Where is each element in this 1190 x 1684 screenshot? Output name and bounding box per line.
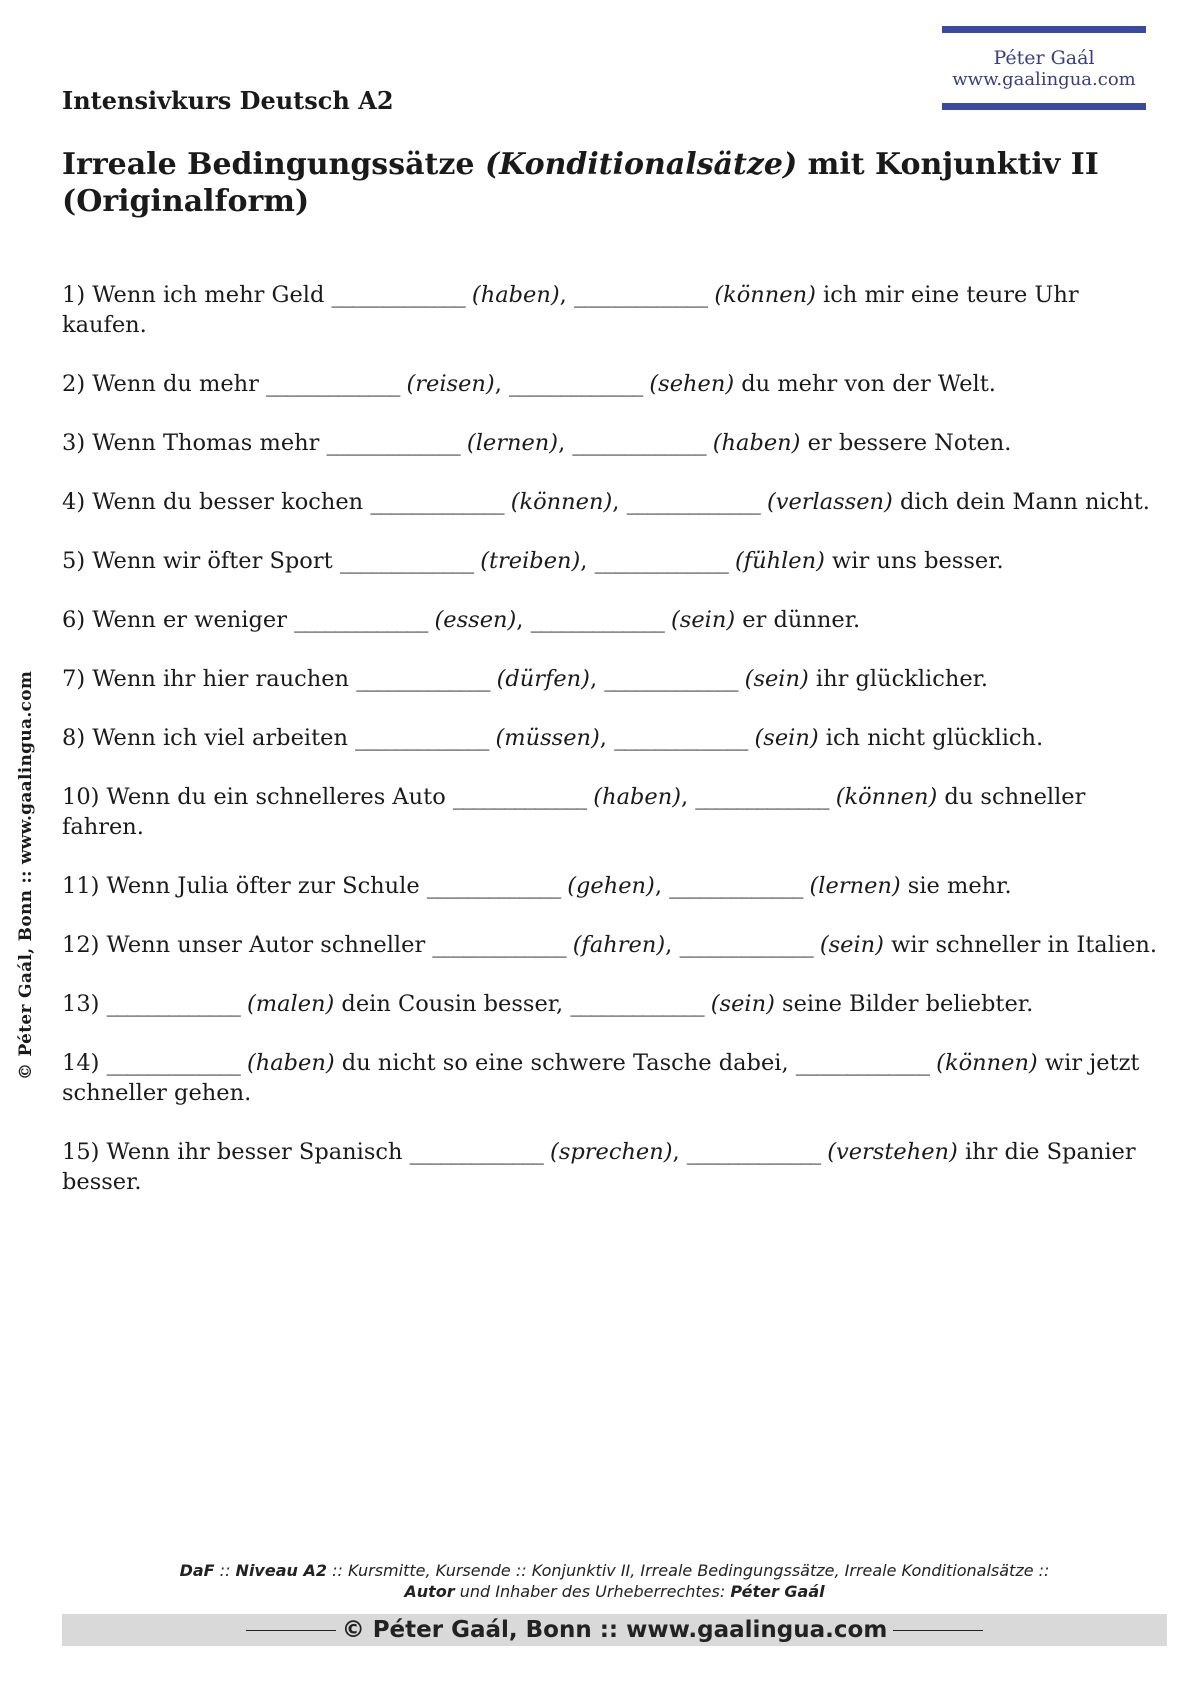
exercise-item: [62, 1137, 1162, 1197]
exercise-text: er bessere Noten.: [800, 430, 1012, 456]
exercise-text: wir uns besser.: [824, 548, 1004, 574]
exercise-text: ,: [599, 725, 615, 751]
exercise-text: dich dein Mann nicht.: [892, 489, 1150, 515]
exercise-text: dein Cousin besser,: [334, 991, 571, 1017]
exercise-text: 1) Wenn ich mehr Geld: [62, 282, 332, 308]
exercise-item: [62, 428, 1162, 458]
exercise-text: 11) Wenn Julia öfter zur Schule: [62, 873, 427, 899]
verb-hint: (können): [503, 489, 613, 515]
verb-hint: (sein): [812, 932, 884, 958]
footer-level: Niveau A2: [235, 1561, 327, 1580]
answer-blank[interactable]: _____________: [266, 371, 400, 397]
verb-hint: (sehen): [642, 371, 735, 397]
exercise-text: ihr glücklicher.: [808, 666, 989, 692]
footer-author: Péter Gaál: [730, 1582, 825, 1601]
answer-blank[interactable]: _____________: [570, 991, 704, 1017]
exercise-text: seine Bilder beliebter.: [774, 991, 1034, 1017]
exercise-item: [62, 782, 1162, 842]
answer-blank[interactable]: _____________: [294, 607, 428, 633]
bottom-copyright-bar: [62, 1614, 1167, 1646]
verb-hint: (haben): [464, 282, 560, 308]
answer-blank[interactable]: _____________: [326, 430, 460, 456]
exercise-item: [62, 280, 1162, 340]
exercise-text: 12) Wenn unser Autor schneller: [62, 932, 433, 958]
answer-blank[interactable]: _____________: [573, 282, 708, 308]
exercise-text: 8) Wenn ich viel arbeiten: [62, 725, 356, 751]
verb-hint: (fühlen): [727, 548, 825, 574]
answer-blank[interactable]: _____________: [795, 1050, 930, 1076]
exercise-text: ,: [558, 430, 573, 456]
answer-blank[interactable]: _____________: [594, 548, 728, 574]
exercise-text: 5) Wenn wir öfter Sport: [62, 548, 340, 574]
exercise-text: wir jetzt schneller gehen.: [62, 1050, 1140, 1106]
exercise-text: ,: [580, 548, 595, 574]
verb-hint: (sein): [747, 725, 819, 751]
exercise-list: [62, 280, 1162, 1226]
exercise-item: [62, 664, 1162, 694]
verb-hint: (verstehen): [820, 1139, 958, 1165]
verb-hint: (treiben): [473, 548, 581, 574]
exercise-text: du schneller fahren.: [62, 784, 1086, 840]
exercise-text: ich nicht glücklich.: [818, 725, 1044, 751]
logo-bottom-bar: [942, 103, 1146, 110]
exercise-text: 6) Wenn er weniger: [62, 607, 295, 633]
exercise-text: ,: [612, 489, 627, 515]
answer-blank[interactable]: _____________: [695, 784, 829, 810]
answer-blank[interactable]: _____________: [106, 991, 240, 1017]
exercise-item: [62, 930, 1162, 960]
exercise-text: 7) Wenn ihr hier rauchen: [62, 666, 357, 692]
exercise-text: 2) Wenn du mehr: [62, 371, 267, 397]
answer-blank[interactable]: _____________: [530, 607, 664, 633]
verb-hint: (essen): [427, 607, 517, 633]
exercise-text: ich mir eine teure Uhr kaufen.: [62, 282, 1079, 338]
verb-hint: (können): [929, 1050, 1038, 1076]
verb-hint: (sein): [703, 991, 775, 1017]
answer-blank[interactable]: _____________: [669, 873, 803, 899]
logo-url: www.gaalingua.com: [952, 69, 1136, 90]
exercise-text: 13): [62, 991, 107, 1017]
footer-topics: :: Kursmitte, Kursende :: Konjunktiv II, Irreale Bedingungssätze, Irreale Konditionalsätze ::: [326, 1561, 1050, 1580]
verb-hint: (sein): [737, 666, 809, 692]
exercise-item: [62, 369, 1162, 399]
exercise-text: ,: [665, 932, 680, 958]
exercise-text: er dünner.: [735, 607, 861, 633]
answer-blank[interactable]: _____________: [409, 1139, 543, 1165]
exercise-text: 14): [62, 1050, 107, 1076]
verb-hint: (malen): [239, 991, 335, 1017]
verb-hint: (fahren): [565, 932, 666, 958]
answer-blank[interactable]: _____________: [426, 873, 561, 899]
exercise-text: 4) Wenn du besser kochen: [62, 489, 371, 515]
verb-hint: (lernen): [802, 873, 901, 899]
answer-blank[interactable]: _____________: [614, 725, 748, 751]
bar-rule-left: [246, 1630, 336, 1631]
verb-hint: (sprechen): [542, 1139, 673, 1165]
exercise-item: [62, 605, 1162, 635]
exercise-text: ,: [516, 607, 531, 633]
footer-line-1: [62, 1560, 1167, 1581]
exercise-item: [62, 1048, 1162, 1108]
exercise-text: ,: [654, 873, 670, 899]
exercise-text: ,: [680, 784, 696, 810]
answer-blank[interactable]: _____________: [432, 932, 566, 958]
verb-hint: (müssen): [488, 725, 600, 751]
logo-top-bar: [942, 26, 1146, 33]
exercise-text: ,: [589, 666, 605, 692]
exercise-text: 10) Wenn du ein schnelleres Auto: [62, 784, 453, 810]
title-italic: (Konditionalsätze): [484, 147, 798, 182]
exercise-text: 3) Wenn Thomas mehr: [62, 430, 327, 456]
answer-blank[interactable]: _____________: [452, 784, 587, 810]
footer-sep: ::: [214, 1561, 236, 1580]
title-part1: Irreale Bedingungssätze: [62, 147, 485, 182]
page-title: [62, 146, 1142, 220]
answer-blank[interactable]: _____________: [604, 666, 738, 692]
footer-author-label: Autor: [404, 1582, 455, 1601]
answer-blank[interactable]: _____________: [572, 430, 706, 456]
answer-blank[interactable]: _____________: [356, 666, 490, 692]
verb-hint: (verlassen): [759, 489, 893, 515]
logo-name: Péter Gaál: [993, 47, 1095, 69]
answer-blank[interactable]: _____________: [339, 548, 474, 574]
exercise-item: [62, 723, 1162, 753]
verb-hint: (lernen): [459, 430, 559, 456]
footer-info: [62, 1560, 1167, 1602]
answer-blank[interactable]: _____________: [331, 282, 465, 308]
exercise-text: du nicht so eine schwere Tasche dabei,: [334, 1050, 796, 1076]
exercise-item: [62, 989, 1162, 1019]
answer-blank[interactable]: _____________: [626, 489, 760, 515]
answer-blank[interactable]: _____________: [370, 489, 504, 515]
exercise-item: [62, 487, 1162, 517]
exercise-item: [62, 546, 1162, 576]
bottom-copyright-text: © Péter Gaál, Bonn :: www.gaalingua.com: [341, 1617, 888, 1643]
verb-hint: (gehen): [560, 873, 655, 899]
exercise-text: du mehr von der Welt.: [734, 371, 996, 397]
exercise-text: sie mehr.: [900, 873, 1012, 899]
verb-hint: (können): [707, 282, 816, 308]
exercise-text: ,: [672, 1139, 687, 1165]
course-title: Intensivkurs Deutsch A2: [62, 86, 394, 115]
side-copyright: © Péter Gaál, Bonn :: www.gaalingua.com: [16, 670, 36, 1080]
verb-hint: (können): [828, 784, 938, 810]
verb-hint: (dürfen): [489, 666, 590, 692]
answer-blank[interactable]: _____________: [509, 371, 643, 397]
verb-hint: (reisen): [399, 371, 495, 397]
verb-hint: (sein): [663, 607, 736, 633]
answer-blank[interactable]: _____________: [686, 1139, 821, 1165]
answer-blank[interactable]: _____________: [679, 932, 813, 958]
exercise-text: ,: [559, 282, 574, 308]
bar-rule-right: [893, 1630, 983, 1631]
footer-line-2: [62, 1581, 1167, 1602]
answer-blank[interactable]: _____________: [355, 725, 489, 751]
exercise-text: 15) Wenn ihr besser Spanisch: [62, 1139, 410, 1165]
exercise-text: ihr die Spanier besser.: [62, 1139, 1136, 1195]
verb-hint: (haben): [239, 1050, 335, 1076]
exercise-text: ,: [494, 371, 509, 397]
title-part2: mit Konjunktiv II (Originalform): [62, 147, 1099, 219]
footer-rights: und Inhaber des Urheberrechtes:: [454, 1582, 731, 1601]
exercise-text: wir schneller in Italien.: [883, 932, 1158, 958]
verb-hint: (haben): [586, 784, 681, 810]
exercise-item: [62, 871, 1162, 901]
footer-daf: DaF: [179, 1561, 215, 1580]
answer-blank[interactable]: _____________: [106, 1050, 240, 1076]
logo-box: [942, 26, 1146, 110]
verb-hint: (haben): [705, 430, 801, 456]
